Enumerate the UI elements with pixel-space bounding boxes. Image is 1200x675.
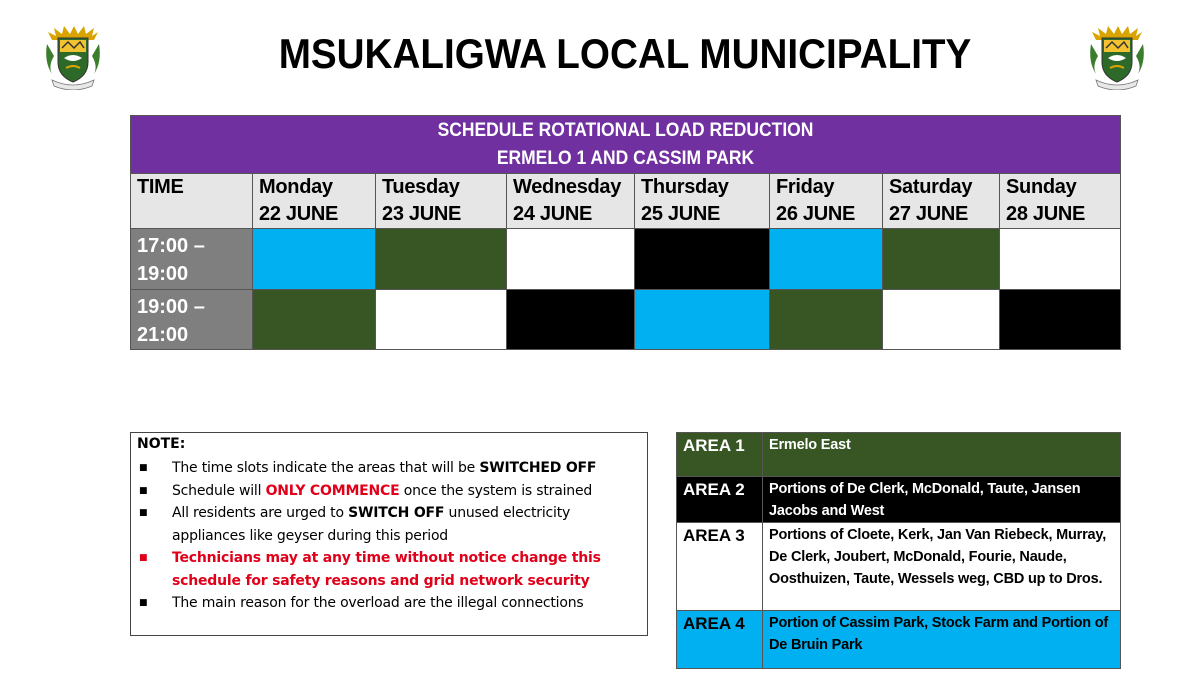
area-row-2: [677, 477, 1121, 523]
schedule-cell: [883, 229, 1000, 290]
schedule-header: [131, 116, 1121, 174]
area-description: Ermelo East: [763, 433, 1121, 477]
schedule-cell: [770, 229, 883, 290]
list-item: ■ The main reason for the overload are the illegal connections: [139, 595, 584, 611]
note-box: [130, 432, 648, 636]
schedule-cell: [507, 229, 635, 290]
list-item: ■ Technicians may at any time without notice change this schedule for safety reasons and grid network security: [139, 550, 601, 589]
schedule-cell: [1000, 290, 1121, 350]
page-title: MSUKALIGWA LOCAL MUNICIPALITY: [278, 30, 972, 77]
time-slot-cell: 19:00 – 21:00: [131, 290, 253, 350]
schedule-cell: [376, 290, 507, 350]
area-description: Portions of De Clerk, McDonald, Taute, Jansen Jacobs and West: [763, 477, 1121, 523]
list-item: ■ All residents are urged to SWITCH OFF unused electricity appliances like geyser during this period: [139, 505, 571, 544]
schedule-cell: [635, 290, 770, 350]
time-slot-cell: 17:00 – 19:00: [131, 229, 253, 290]
area-label: AREA 3: [677, 523, 763, 611]
table-row: [131, 290, 1121, 350]
schedule-cell: [770, 290, 883, 350]
area-label: AREA 2: [677, 477, 763, 523]
area-label: AREA 1: [677, 433, 763, 477]
schedule-title: SCHEDULE ROTATIONAL LOAD REDUCTION: [437, 119, 814, 141]
area-description: Portion of Cassim Park, Stock Farm and Portion of De Bruin Park: [763, 611, 1121, 669]
schedule-cell: [1000, 229, 1121, 290]
schedule-table: [130, 115, 1121, 350]
schedule-cell: [376, 229, 507, 290]
column-header-sunday: Sunday 28 JUNE: [1000, 174, 1121, 229]
column-header-saturday: Saturday 27 JUNE: [883, 174, 1000, 229]
schedule-cell: [507, 290, 635, 350]
schedule-cell: [883, 290, 1000, 350]
column-header-tuesday: Tuesday 23 JUNE: [376, 174, 507, 229]
area-row-3: [677, 523, 1121, 611]
list-item: ■ Schedule will ONLY COMMENCE once the system is strained: [139, 482, 593, 499]
schedule-subtitle: ERMELO 1 AND CASSIM PARK: [496, 147, 755, 169]
note-title: NOTE:: [137, 436, 186, 452]
column-header-thursday: Thursday 25 JUNE: [635, 174, 770, 229]
area-row-4: [677, 611, 1121, 669]
column-header-wednesday: Wednesday 24 JUNE: [507, 174, 635, 229]
areas-table: [676, 432, 1121, 669]
schedule-cell: [253, 229, 376, 290]
column-header-monday: Monday 22 JUNE: [253, 174, 376, 229]
area-label: AREA 4: [677, 611, 763, 669]
schedule-cell: [253, 290, 376, 350]
municipal-crest-right-icon: [1088, 22, 1146, 90]
table-row: [131, 229, 1121, 290]
column-header-time: TIME: [131, 174, 253, 229]
list-item: ■ The time slots indicate the areas that will be SWITCHED OFF: [139, 460, 597, 476]
schedule-cell: [635, 229, 770, 290]
area-row-1: [677, 433, 1121, 477]
area-description: Portions of Cloete, Kerk, Jan Van Riebeck, Murray, De Clerk, Joubert, McDonald, Fourie, Naude, Oosthuizen, Taute, Wessels weg, CBD up to Dros.: [763, 523, 1121, 611]
column-header-friday: Friday 26 JUNE: [770, 174, 883, 229]
note-list: [139, 457, 644, 615]
municipal-crest-left-icon: [44, 22, 102, 90]
